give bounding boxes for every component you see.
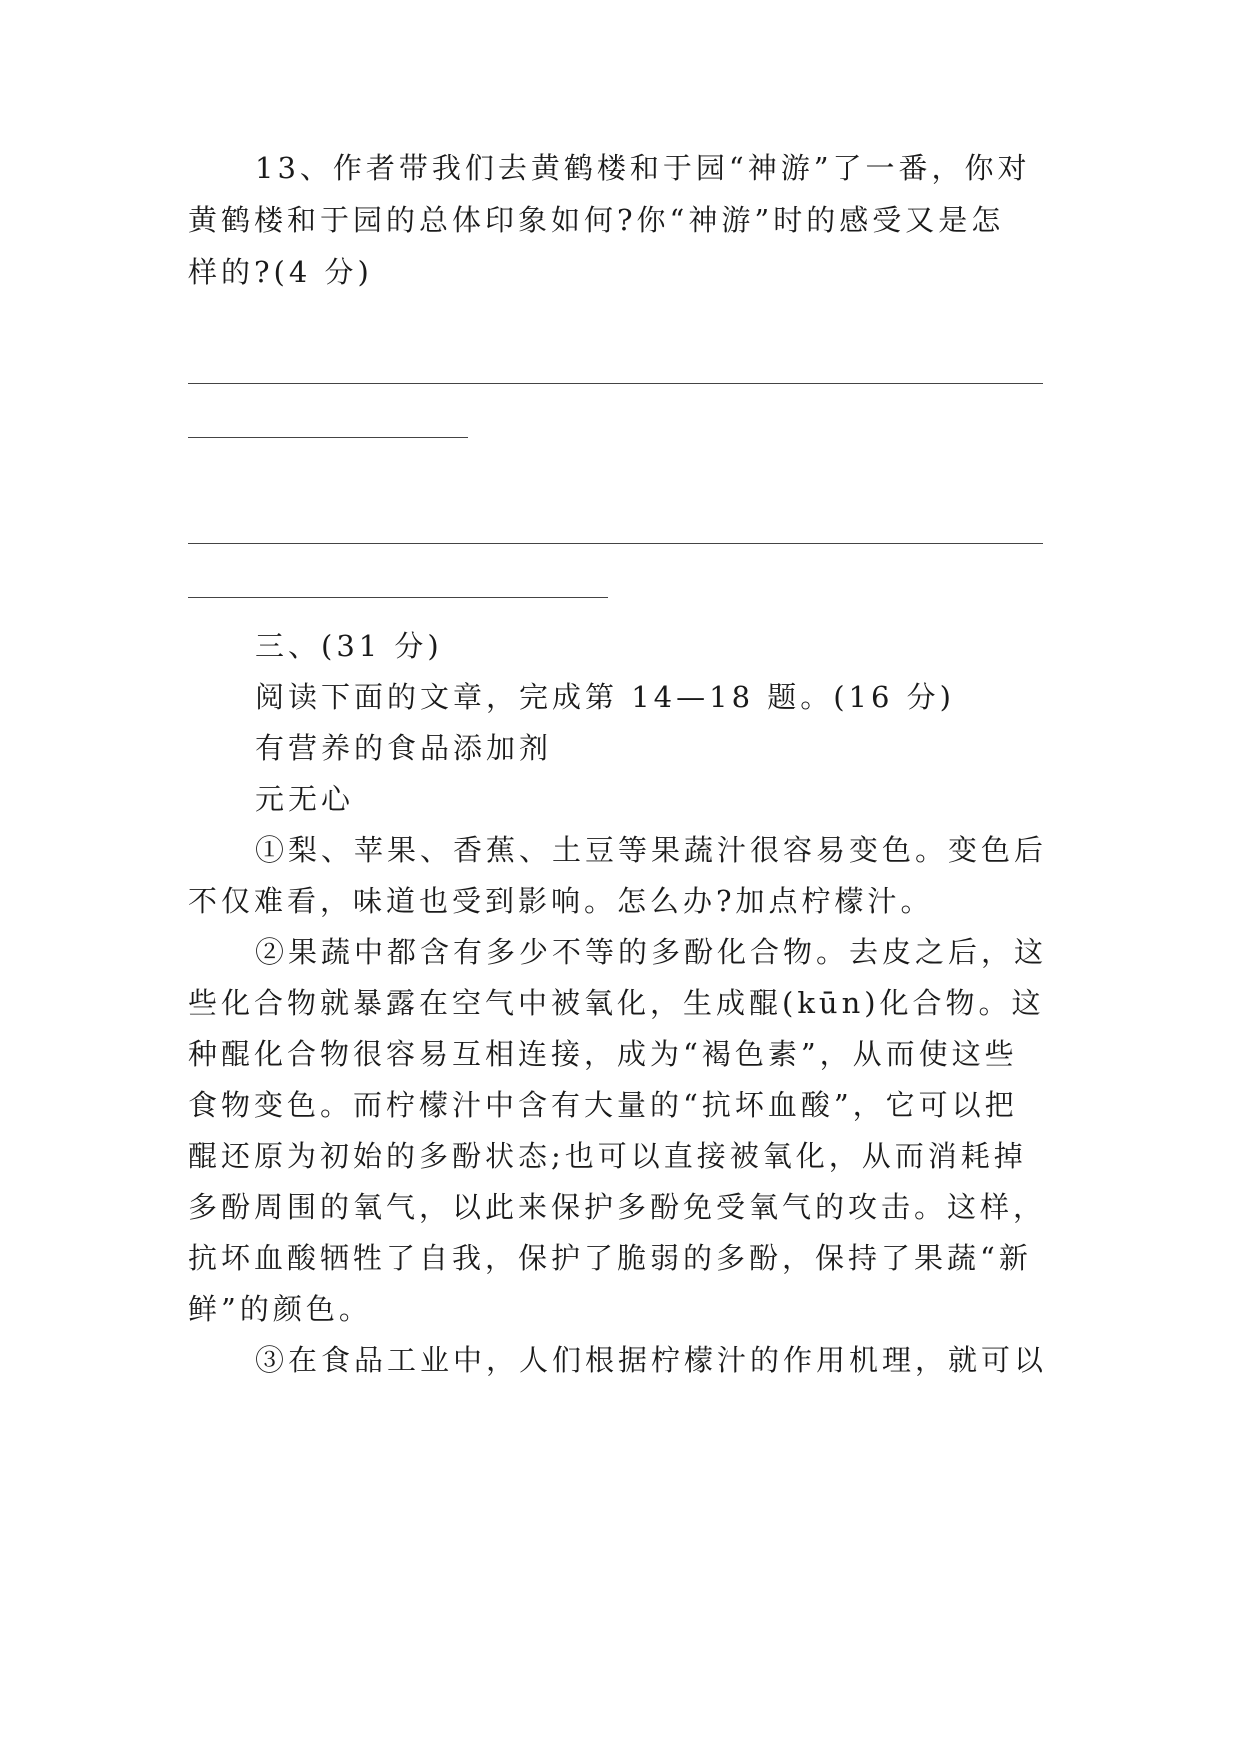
paragraph-2-line-3: 种醌化合物很容易互相连接，成为“褐色素”，从而使这些 bbox=[188, 1037, 1018, 1071]
article-author: 元无心 bbox=[255, 782, 355, 816]
paragraph-1-line-1: ①梨、苹果、香蕉、土豆等果蔬汁很容易变色。变色后 bbox=[255, 833, 1048, 867]
paragraph-2-line-8: 鲜”的颜色。 bbox=[188, 1292, 372, 1326]
question-13-line-1: 13、作者带我们去黄鹤楼和于园“神游”了一番，你对 bbox=[255, 151, 1031, 185]
answer-line-1[interactable] bbox=[188, 383, 1043, 384]
paragraph-2-line-2: 些化合物就暴露在空气中被氧化，生成醌(kūn)化合物。这 bbox=[188, 986, 1045, 1020]
paragraph-2-line-4: 食物变色。而柠檬汁中含有大量的“抗坏血酸”，它可以把 bbox=[188, 1088, 1018, 1122]
answer-line-3[interactable] bbox=[188, 543, 1043, 544]
answer-line-2[interactable] bbox=[188, 437, 468, 438]
paragraph-2-line-1: ②果蔬中都含有多少不等的多酚化合物。去皮之后，这 bbox=[255, 935, 1048, 969]
section-3-heading: 三、(31 分) bbox=[255, 629, 443, 663]
paragraph-1-line-2: 不仅难看，味道也受到影响。怎么办?加点柠檬汁。 bbox=[188, 884, 934, 918]
question-13-line-3: 样的?(4 分) bbox=[188, 255, 373, 289]
article-title: 有营养的食品添加剂 bbox=[255, 731, 553, 765]
answer-line-4[interactable] bbox=[188, 597, 608, 598]
paragraph-2-line-7: 抗坏血酸牺牲了自我，保护了脆弱的多酚，保持了果蔬“新 bbox=[188, 1241, 1032, 1275]
paragraph-2-line-6: 多酚周围的氧气，以此来保护多酚免受氧气的攻击。这样， bbox=[188, 1190, 1047, 1224]
paragraph-2-line-5: 醌还原为初始的多酚状态;也可以直接被氧化，从而消耗掉 bbox=[188, 1139, 1027, 1173]
section-3-instruction: 阅读下面的文章，完成第 14—18 题。(16 分) bbox=[255, 680, 955, 714]
question-13-line-2: 黄鹤楼和于园的总体印象如何?你“神游”时的感受又是怎 bbox=[188, 203, 1005, 237]
paragraph-3-line-1: ③在食品工业中，人们根据柠檬汁的作用机理，就可以 bbox=[255, 1343, 1048, 1377]
